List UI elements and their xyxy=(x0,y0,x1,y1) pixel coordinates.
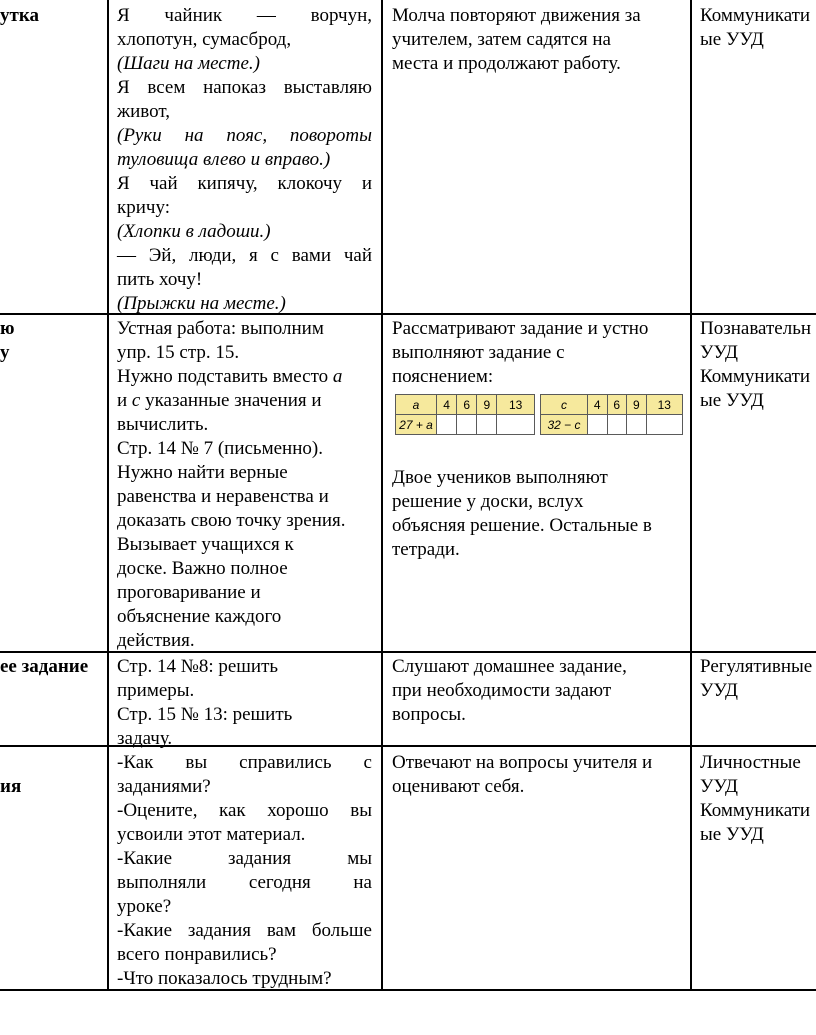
text-line: оценивают себя. xyxy=(392,776,525,797)
text-line: ые УУД xyxy=(700,824,764,845)
text-line: -Оцените, как хорошо вы xyxy=(117,800,372,821)
table-empty-cell xyxy=(607,415,627,435)
row2-stage xyxy=(0,317,104,365)
text-line: Я чайник — ворчун, xyxy=(117,5,372,26)
text-line: (Шаги на месте.) xyxy=(117,53,260,74)
text-line: учителем, затем садятся на xyxy=(392,29,611,50)
row1-teacher xyxy=(117,4,372,316)
row3-uud xyxy=(700,655,816,703)
text-line: примеры. xyxy=(117,680,195,701)
text-line: Нужно найти верные xyxy=(117,462,288,483)
text-line: пить хочу! xyxy=(117,269,203,290)
text-line: решение у доски, вслух xyxy=(392,491,584,512)
text-line: (Прыжки на месте.) xyxy=(117,293,286,314)
table-cell: 6 xyxy=(457,395,477,415)
text-line: -Как вы справились с xyxy=(117,752,372,773)
row3-students xyxy=(392,655,684,727)
text-line: -Какие задания вам больше xyxy=(117,920,372,941)
row4-students xyxy=(392,751,688,799)
row2-students-after xyxy=(392,466,684,562)
text-line: уроке? xyxy=(117,896,172,917)
column-divider-1 xyxy=(107,0,109,990)
text-line: Стр. 14 №8: решить xyxy=(117,656,279,677)
text-line: тетради. xyxy=(392,539,460,560)
table-cell: c xyxy=(541,395,588,415)
row1-students xyxy=(392,4,684,76)
text-line: Регулятивные xyxy=(700,656,813,677)
table-empty-cell xyxy=(477,415,497,435)
text-line: (Хлопки в ладоши.) xyxy=(117,221,271,242)
text-line: места и продолжают работу. xyxy=(392,53,621,74)
text-line: ю xyxy=(0,318,15,339)
table-cell: 13 xyxy=(497,395,535,415)
text-line: Познавательн xyxy=(700,318,812,339)
text-line: и c указанные значения и xyxy=(117,390,322,411)
exercise-table-a xyxy=(395,394,535,435)
text-line: упр. 15 стр. 15. xyxy=(117,342,240,363)
text-line: кричу: xyxy=(117,197,170,218)
text-line: действия. xyxy=(117,630,195,651)
row4-teacher xyxy=(117,751,372,991)
text-line: Нужно подставить вместо a xyxy=(117,366,343,387)
text-line: -Какие задания мы xyxy=(117,848,372,869)
text-line: Устная работа: выполним xyxy=(117,318,324,339)
table-empty-cell xyxy=(437,415,457,435)
row4-stage: ия xyxy=(0,776,22,797)
text-line: заданиями? xyxy=(117,776,211,797)
text-line: Стр. 14 № 7 (письменно). xyxy=(117,438,323,459)
text-line: вычислить. xyxy=(117,414,209,435)
row3-stage: ее задание xyxy=(0,656,89,677)
text-line: доказать свою точку зрения. xyxy=(117,510,346,531)
table-empty-cell xyxy=(497,415,535,435)
row1-stage: утка xyxy=(0,5,39,26)
text-line: живот, xyxy=(117,101,171,122)
row2-teacher xyxy=(117,317,379,653)
row2-uud xyxy=(700,317,816,413)
text-line: при необходимости задают xyxy=(392,680,612,701)
table-cell: 27 + a xyxy=(396,415,437,435)
text-line: Отвечают на вопросы учителя и xyxy=(392,752,653,773)
row2-students xyxy=(392,317,684,389)
text-line: Молча повторяют движения за xyxy=(392,5,641,26)
text-line: Вызывает учащихся к xyxy=(117,534,294,555)
text-line: выполняют задание с xyxy=(392,342,565,363)
text-line: усвоили этот материал. xyxy=(117,824,306,845)
text-line: объяснение каждого xyxy=(117,606,282,627)
text-line: Коммуникати xyxy=(700,5,811,26)
text-line: у xyxy=(0,342,10,363)
text-line: доске. Важно полное xyxy=(117,558,288,579)
column-divider-2 xyxy=(381,0,383,990)
text-line: вопросы. xyxy=(392,704,466,725)
column-divider-3 xyxy=(690,0,692,990)
table-cell: 13 xyxy=(646,395,682,415)
text-line: ые УУД xyxy=(700,390,764,411)
text-line: туловища влево и вправо.) xyxy=(117,149,331,170)
table-empty-cell xyxy=(646,415,682,435)
text-line: УУД xyxy=(700,680,738,701)
table-cell: 9 xyxy=(627,395,647,415)
table-cell: 4 xyxy=(437,395,457,415)
table-empty-cell xyxy=(588,415,608,435)
table-cell: 6 xyxy=(607,395,627,415)
text-line: Коммуникати xyxy=(700,366,811,387)
text-line: УУД xyxy=(700,776,738,797)
text-line: хлопотун, сумасброд, xyxy=(117,29,292,50)
table-cell: 32 − c xyxy=(541,415,588,435)
text-line: Коммуникати xyxy=(700,800,811,821)
text-line: -Что показалось трудным? xyxy=(117,968,332,989)
text-line: — Эй, люди, я с вами чай xyxy=(117,245,372,266)
row4-uud xyxy=(700,751,816,847)
row3-teacher xyxy=(117,655,379,751)
table-empty-cell xyxy=(457,415,477,435)
text-line: равенства и неравенства и xyxy=(117,486,329,507)
exercise-table-c xyxy=(540,394,683,435)
table-cell: 4 xyxy=(588,395,608,415)
table-cell: a xyxy=(396,395,437,415)
text-line: Двое учеников выполняют xyxy=(392,467,608,488)
text-line: Слушают домашнее задание, xyxy=(392,656,627,677)
text-line: задачу. xyxy=(117,728,173,749)
text-line: ые УУД xyxy=(700,29,764,50)
text-line: всего понравились? xyxy=(117,944,277,965)
table-empty-cell xyxy=(627,415,647,435)
text-line: проговаривание и xyxy=(117,582,261,603)
table-cell: 9 xyxy=(477,395,497,415)
text-line: объясняя решение. Остальные в xyxy=(392,515,652,536)
text-line: (Руки на пояс, повороты xyxy=(117,125,372,146)
text-line: Я чай кипячу, клокочу и xyxy=(117,173,372,194)
text-line: выполняли сегодня на xyxy=(117,872,372,893)
text-line: УУД xyxy=(700,342,738,363)
text-line: Личностные xyxy=(700,752,801,773)
text-line: Я всем напоказ выставляю xyxy=(117,77,372,98)
text-line: Рассматривают задание и устно xyxy=(392,318,649,339)
text-line: Стр. 15 № 13: решить xyxy=(117,704,293,725)
row1-uud xyxy=(700,4,816,52)
text-line: пояснением: xyxy=(392,366,494,387)
